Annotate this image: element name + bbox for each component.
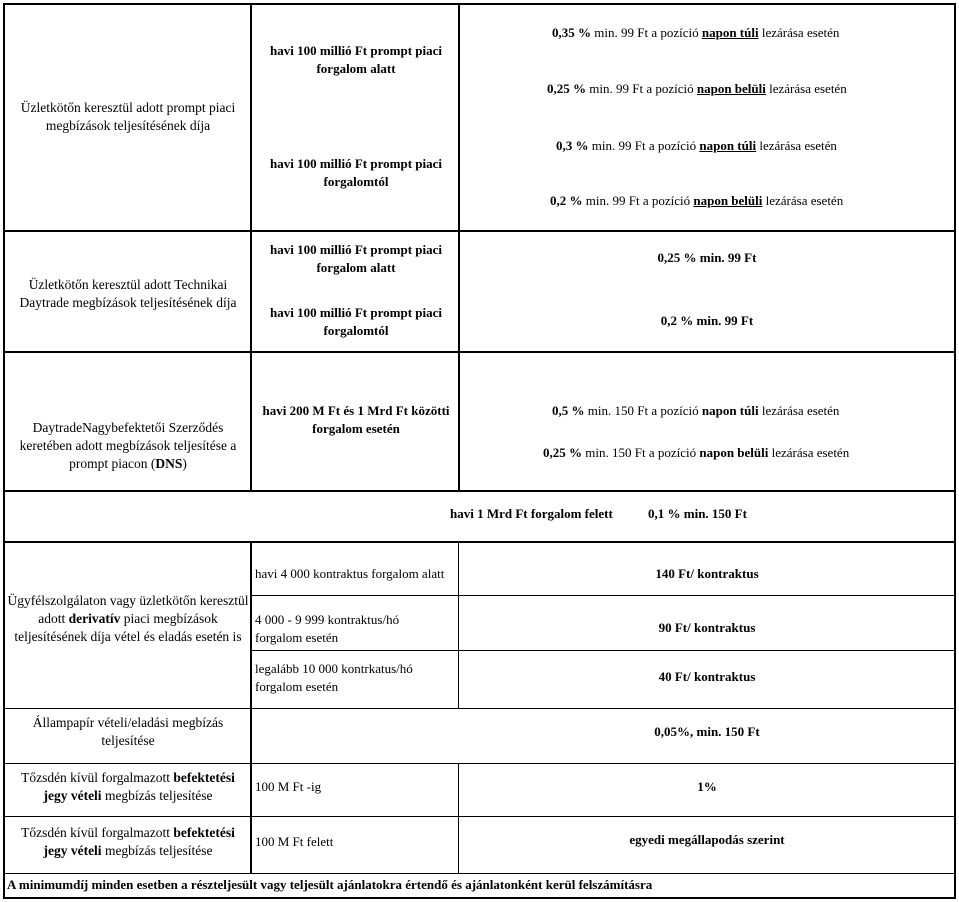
r2-fee-2: 0,2 % min. 99 Ft xyxy=(660,313,754,328)
r2-tier2: havi 100 millió Ft prompt piaci forgalomtól xyxy=(269,305,442,338)
r3-fee-3: 0,1 % min. 150 Ft xyxy=(648,506,747,521)
r3-left-fill xyxy=(3,490,5,543)
border-right xyxy=(954,3,956,899)
col-sep-b xyxy=(458,5,460,491)
r5-line xyxy=(3,763,956,764)
col-sep-a xyxy=(250,5,252,491)
r3-label: DaytradeNagybefektetői Szerződés keretében adott megbízások teljesítése a prompt piacon (DNS) xyxy=(19,420,237,471)
col-sep-b2 xyxy=(458,543,459,708)
r1-label: Üzletkötőn keresztül adott prompt piaci megbízások teljesítésének díja xyxy=(20,100,236,133)
border-top xyxy=(3,3,956,5)
r4-label: Ügyfélszolgálaton vagy üzletkötőn keresztül adott derivatív piaci megbízások teljesítésének díja vétel és eladás esetén is xyxy=(7,593,249,644)
r1-tier1: havi 100 millió Ft prompt piaci forgalom alatt xyxy=(269,43,442,76)
footer-note: A minimumdíj minden esetben a részteljesült vagy teljesült ajánlatokra értendő és ajánlatonként kerül felszámításra xyxy=(7,877,653,892)
r2-tier1: havi 100 millió Ft prompt piaci forgalom alatt xyxy=(269,242,442,275)
r1-tier2: havi 100 millió Ft prompt piaci forgalomtól xyxy=(269,156,442,189)
r6-line xyxy=(3,816,956,817)
sep-2 xyxy=(3,351,956,353)
r6-fee: 1% xyxy=(697,779,717,794)
r7-fee: egyedi megállapodás szerint xyxy=(629,832,785,847)
r1-fee-2: 0,25 % min. 99 Ft a pozíció napon belüli lezárása esetén xyxy=(547,81,847,96)
r5-label: Állampapír vételi/eladási megbízás teljesítése xyxy=(32,715,224,748)
r3-fee-2: 0,25 % min. 150 Ft a pozíció napon belüli lezárása esetén xyxy=(543,445,850,460)
r4-fee-1: 140 Ft/ kontraktus xyxy=(655,566,759,581)
r3-inner-line xyxy=(3,490,956,492)
r3-fee-1: 0,5 % min. 150 Ft a pozíció napon túli lezárása esetén xyxy=(552,403,840,418)
r4-tier-1: havi 4 000 kontraktus forgalom alatt xyxy=(255,566,445,581)
r1-fee-3: 0,3 % min. 99 Ft a pozíció napon túli lezárása esetén xyxy=(556,138,837,153)
r1-fee-4: 0,2 % min. 99 Ft a pozíció napon belüli lezárása esetén xyxy=(550,193,844,208)
r7-label: Tőzsdén kívül forgalmazott befektetési jegy vételi megbízás teljesítése xyxy=(21,825,235,858)
r7-tier: 100 M Ft felett xyxy=(255,834,334,849)
sep-3 xyxy=(3,541,956,543)
border-left xyxy=(3,3,5,899)
r1-fee-1: 0,35 % min. 99 Ft a pozíció napon túli lezárása esetén xyxy=(552,25,840,40)
border-bottom xyxy=(3,897,956,899)
r4-tier-3: legalább 10 000 kontrkatus/hó forgalom esetén xyxy=(255,661,413,694)
sep-4 xyxy=(3,873,956,874)
r4-fee-2: 90 Ft/ kontraktus xyxy=(658,620,756,635)
r6-label: Tőzsdén kívül forgalmazott befektetési jegy vételi megbízás teljesítése xyxy=(21,770,235,803)
sep-1 xyxy=(3,230,956,232)
r4-line-1 xyxy=(252,595,955,596)
r2-label: Üzletkötőn keresztül adott Technikai Daytrade megbízások teljesítésének díja xyxy=(19,277,237,310)
r3-tier1: havi 200 M Ft és 1 Mrd Ft közötti forgalom esetén xyxy=(262,403,450,436)
r4-tier-2: 4 000 - 9 999 kontraktus/hó forgalom esetén xyxy=(255,612,400,645)
r5-fee: 0,05%, min. 150 Ft xyxy=(654,724,760,739)
r4-line-3 xyxy=(3,708,956,709)
r2-fee-1: 0,25 % min. 99 Ft xyxy=(657,250,757,265)
r4-fee-3: 40 Ft/ kontraktus xyxy=(658,669,756,684)
col-sep-b3 xyxy=(458,763,459,873)
r4-line-2 xyxy=(252,650,955,651)
r6-tier: 100 M Ft -ig xyxy=(255,779,322,794)
r3-tier2: havi 1 Mrd Ft forgalom felett xyxy=(450,506,613,521)
